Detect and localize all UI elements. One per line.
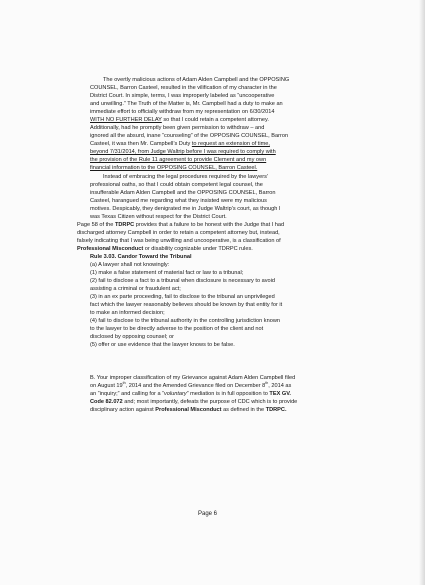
rule-item: (1) make a false statement of material fact or law to a tribunal; (90, 270, 244, 276)
p2-line-3: insufferable Adam Alden Campbell and the OPPOSING COUNSEL, Barron (90, 190, 276, 196)
p3-text-b: provides that a failure to be honest with the Judge that I had (134, 222, 285, 228)
p1-line-12: financial information to the OPPOSING COUNSEL, Barron Casteel. (90, 165, 258, 171)
p3-line-3: falsely indicating that I was being unwilling and uncooperative, is a classification of (77, 238, 281, 244)
sectionb-line-3 (90, 390, 291, 398)
scan-edge-shadow (419, 0, 425, 585)
p1-line-10: beyond 7/31/2014, from Judge Waltrip before I was required to comply with (90, 149, 276, 155)
sectionb-text: on August 19 (90, 383, 123, 389)
p1-line-4: and unwilling.” The Truth of the Matter is, Mr. Campbell had a duty to make an (90, 101, 283, 107)
p2-line-1: Instead of embracing the legal procedures required by the lawyers’ (103, 174, 269, 180)
p2-line-4: Casteel, harangued me regarding what they insisted were my malicious (90, 198, 267, 204)
sectionb-superscript: th (122, 381, 126, 386)
professional-misconduct-term: Professional Misconduct (77, 246, 144, 252)
p1-line-5: immediate effort to officially withdraw from my representation on 6/30/2014 (90, 109, 275, 115)
p1-line-9 (90, 140, 270, 148)
rule-item: assisting a criminal or fraudulent act; (90, 286, 181, 292)
tex-gv-term: TEX GV. (269, 391, 291, 397)
p2-line-6: was Texas Citizen without respect for the District Court. (90, 214, 227, 220)
rule-item: (3) in an ex parte proceeding, fail to disclose to the tribunal an unprivileged (90, 294, 275, 300)
p3-line-4 (77, 245, 253, 253)
sectionb-line-2 (90, 382, 291, 390)
rule-item: fact which the lawyer reasonably believes should be known by that entity for it (90, 302, 283, 308)
p1-line-1: The overtly malicious actions of Adam Alden Campbell and the OPPOSING (103, 77, 290, 83)
sectionb-line-1: B. Your improper classification of my Grievance against Adam Alden Campbell filed (90, 375, 296, 381)
page-number: Page 6 (198, 511, 218, 517)
rule-item: to the lawyer to be directly adverse to the position of the client and not (90, 326, 264, 332)
extension-request-text: to request an extension of time, (191, 141, 270, 147)
p2-line-5: motives. Despicably, they denigrated me in Judge Waltrip’s court, as though I (90, 206, 281, 212)
sectionb-line-4 (90, 398, 297, 406)
p1-line-6 (90, 116, 269, 124)
sectionb-text: disciplinary action against (90, 407, 156, 413)
p3-line-2: discharged attorney Campbell in order to retain a competent attorney but, instead, (77, 230, 280, 236)
rule-item: to make an informed decision; (90, 310, 165, 316)
rule-item: (5) offer or use evidence that the lawyer knows to be false. (90, 342, 235, 348)
tdrpc-term: TDRPC (114, 222, 135, 228)
no-further-delay-text: WITH NO FURTHER DELAY (90, 117, 162, 123)
sectionb-text: as defined in the (221, 407, 266, 413)
p1-line-6-rest: so that I could retain a competent attorney. (161, 117, 269, 123)
p1-line-8: ignored all the absurd, inane “counseling” of the OPPOSING COUNSEL, Barron (90, 133, 289, 139)
p3-text-a: Page 58 of the (77, 222, 115, 228)
sectionb-text: , 2014 as (268, 383, 292, 389)
sectionb-line-5 (90, 406, 287, 414)
voluntary-term: voluntary (164, 391, 187, 397)
sectionb-text: an “inquiry;” and calling for a “ (90, 391, 164, 397)
rule-item: (a) A lawyer shall not knowingly: (90, 262, 170, 268)
p1-line-11: the provision of the Rule 11 agreement to provide Clement and my own (90, 157, 267, 163)
tdrpc-term: TDRPC. (265, 407, 287, 413)
sectionb-superscript: th (265, 381, 269, 386)
rule-heading: Rule 3.03. Candor Toward the Tribunal (90, 254, 192, 260)
rule-item: (4) fail to disclose to the tribunal authority in the controlling jurisdiction known (90, 318, 280, 324)
p1-line-3: District Court. In simple, terms, I was improperly labeled as “uncooperative (90, 93, 275, 99)
p1-line-9-start: Casteel, it was then Mr. Campbell’s Duty (90, 141, 192, 147)
p3-text-c: or disability cognizable under TDRPC rules. (143, 246, 253, 252)
p1-line-2: COUNSEL, Barron Casteel, resulted in the vilification of my character in the (90, 85, 277, 91)
p2-line-2: professional oaths, so that I could obtain competent legal counsel, the (90, 182, 263, 188)
sectionb-text: ” mediation is in full opposition to (186, 391, 270, 397)
sectionb-text: , 2014 and the Amended Grievance filed on December 8 (125, 383, 266, 389)
p1-line-7: Additionally, had he promptly been given permission to withdraw – and (90, 125, 265, 131)
p3-line-1 (77, 221, 284, 229)
rule-item: disclosed by opposing counsel; or (90, 334, 174, 340)
code-term: Code 82.072 (90, 399, 123, 405)
professional-misconduct-term: Professional Misconduct (155, 407, 222, 413)
sectionb-text: and; most importantly, defeats the purpose of CDC which is to provide (122, 399, 298, 405)
rule-item: (2) fail to disclose a fact to a tribunal when disclosure is necessary to avoid (90, 278, 275, 284)
